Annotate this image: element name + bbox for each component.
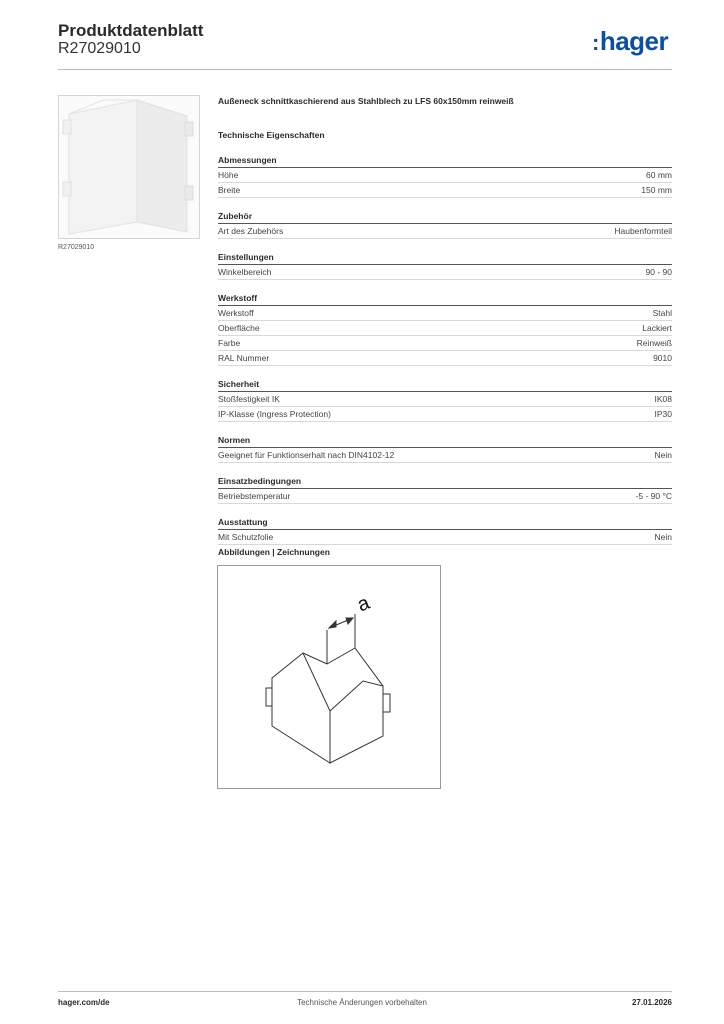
spec-value: IK08 bbox=[654, 394, 672, 404]
spec-value: Stahl bbox=[652, 308, 672, 318]
spec-row bbox=[218, 183, 672, 198]
product-details bbox=[218, 96, 672, 545]
spec-row bbox=[218, 530, 672, 545]
footer-date: 27.01.2026 bbox=[631, 998, 672, 1007]
spec-label: Art des Zubehörs bbox=[218, 226, 284, 236]
spec-label: Oberfläche bbox=[218, 323, 260, 333]
spec-label: Stoßfestigkeit IK bbox=[218, 394, 280, 404]
spec-section bbox=[218, 251, 672, 280]
technical-drawing bbox=[217, 565, 441, 789]
spec-value: Nein bbox=[654, 450, 672, 460]
spec-row bbox=[218, 265, 672, 280]
spec-label: Breite bbox=[218, 185, 241, 195]
spec-section bbox=[218, 210, 672, 239]
article-number: R27029010 bbox=[58, 40, 141, 57]
corner-piece-photo-icon bbox=[59, 96, 199, 238]
spec-label: Höhe bbox=[218, 170, 239, 180]
logo-dots-icon: : bbox=[592, 30, 599, 55]
spec-label: Mit Schutzfolie bbox=[218, 532, 274, 542]
spec-section-title: Einsatzbedingungen bbox=[218, 475, 672, 489]
product-photo bbox=[58, 95, 200, 239]
spec-section bbox=[218, 378, 672, 422]
spec-section bbox=[218, 292, 672, 366]
drawings-title: Abbildungen | Zeichnungen bbox=[218, 547, 330, 557]
spec-row bbox=[218, 448, 672, 463]
spec-section-title: Werkstoff bbox=[218, 292, 672, 306]
page-title: Produktdatenblatt bbox=[58, 21, 204, 40]
spec-row bbox=[218, 336, 672, 351]
technical-properties-title: Technische Eigenschaften bbox=[218, 130, 325, 140]
spec-row bbox=[218, 489, 672, 504]
hager-logo bbox=[592, 26, 668, 57]
spec-section-title: Abmessungen bbox=[218, 154, 672, 168]
spec-label: Werkstoff bbox=[218, 308, 254, 318]
spec-label: Betriebstemperatur bbox=[218, 491, 291, 501]
spec-section bbox=[218, 154, 672, 198]
spec-value: 150 mm bbox=[641, 185, 672, 195]
spec-row bbox=[218, 351, 672, 366]
technical-sections bbox=[218, 154, 672, 545]
spec-section-title: Normen bbox=[218, 434, 672, 448]
spec-value: 90 - 90 bbox=[645, 267, 672, 277]
spec-section bbox=[218, 475, 672, 504]
footer-divider bbox=[58, 991, 672, 992]
spec-section bbox=[218, 516, 672, 545]
spec-value: Nein bbox=[654, 532, 672, 542]
spec-label: Geeignet für Funktionserhalt nach DIN4102-12 bbox=[218, 450, 395, 460]
spec-row bbox=[218, 407, 672, 422]
spec-row bbox=[218, 224, 672, 239]
spec-value: IP30 bbox=[654, 409, 672, 419]
product-description: Außeneck schnittkaschierend aus Stahlblech zu LFS 60x150mm reinweiß bbox=[218, 96, 514, 106]
spec-label: IP-Klasse (Ingress Protection) bbox=[218, 409, 331, 419]
spec-label: Farbe bbox=[218, 338, 241, 348]
spec-section-title: Einstellungen bbox=[218, 251, 672, 265]
corner-dimension-drawing-icon bbox=[218, 566, 440, 788]
spec-row bbox=[218, 321, 672, 336]
header-divider bbox=[58, 69, 672, 70]
spec-value: Haubenformteil bbox=[614, 226, 672, 236]
spec-section bbox=[218, 434, 672, 463]
footer-website: hager.com/de bbox=[58, 998, 110, 1007]
spec-value: Reinweiß bbox=[636, 338, 672, 348]
spec-row bbox=[218, 168, 672, 183]
footer-notice: Technische Änderungen vorbehalten bbox=[297, 998, 427, 1007]
spec-section-title: Sicherheit bbox=[218, 378, 672, 392]
dimension-label: a bbox=[354, 591, 373, 617]
spec-section-title: Ausstattung bbox=[218, 516, 672, 530]
spec-row bbox=[218, 392, 672, 407]
spec-label: RAL Nummer bbox=[218, 353, 270, 363]
spec-value: 9010 bbox=[653, 353, 672, 363]
logo-text: hager bbox=[599, 26, 669, 56]
spec-value: Lackiert bbox=[642, 323, 672, 333]
spec-label: Winkelbereich bbox=[218, 267, 272, 277]
spec-row bbox=[218, 306, 672, 321]
photo-caption: R27029010 bbox=[58, 244, 95, 251]
spec-value: -5 - 90 °C bbox=[635, 491, 672, 501]
spec-value: 60 mm bbox=[646, 170, 672, 180]
spec-section-title: Zubehör bbox=[218, 210, 672, 224]
